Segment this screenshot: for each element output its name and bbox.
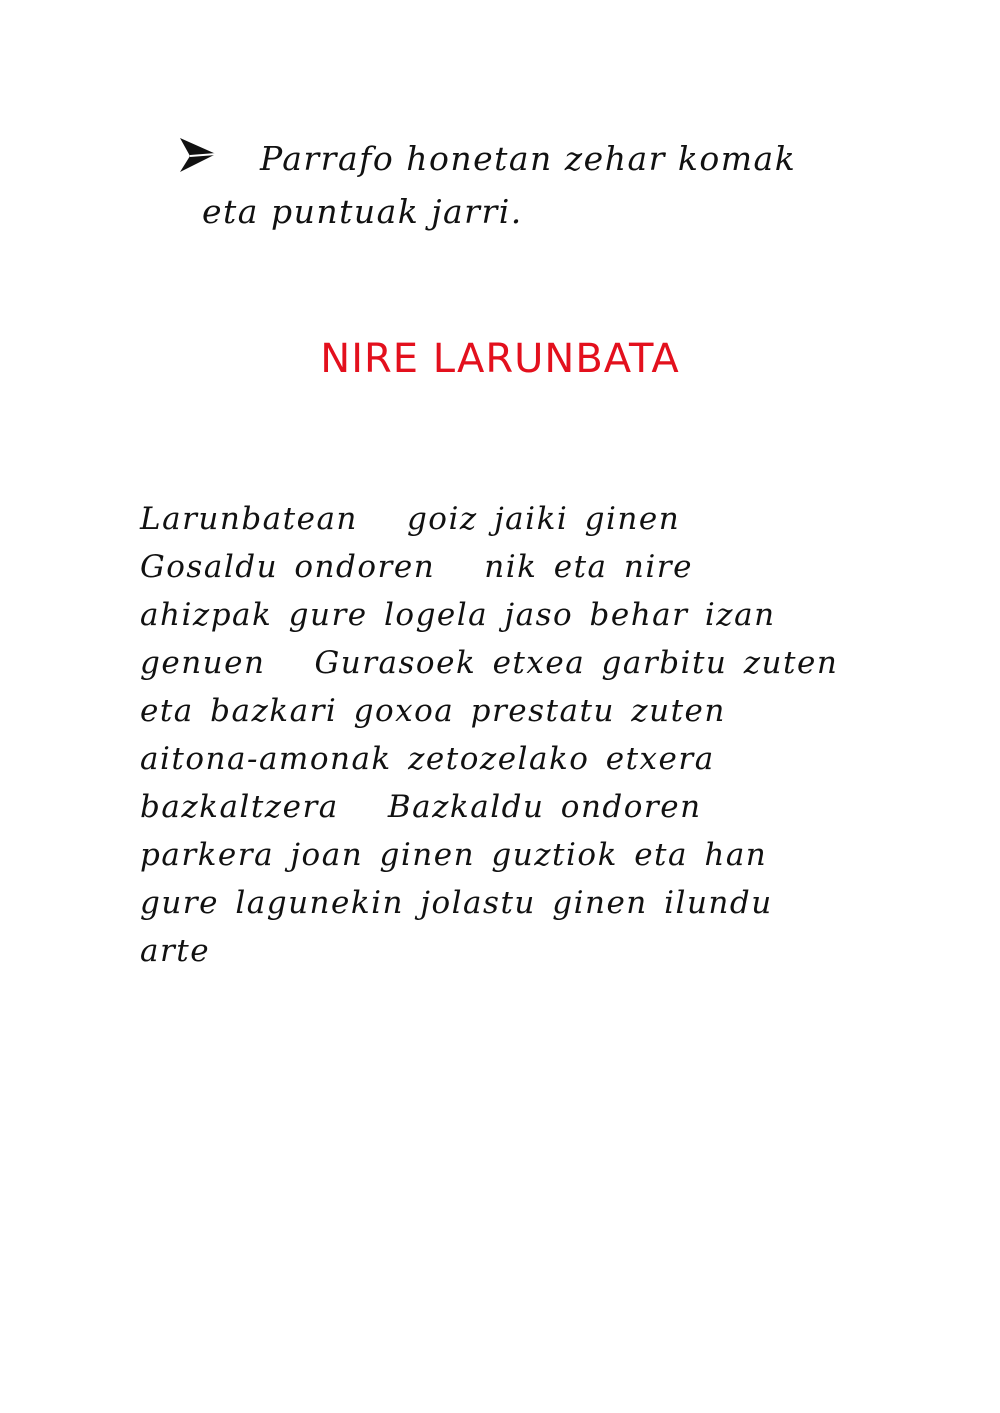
paragraph-line: Larunbatean goiz jaiki ginen: [140, 501, 681, 537]
paragraph-line: ahizpak gure logela jaso behar izan: [140, 597, 776, 633]
paragraph-line: gure lagunekin jolastu ginen ilundu: [140, 885, 773, 921]
page-title: NIRE LARUNBATA: [320, 336, 680, 382]
paragraph-line: eta bazkari goxoa prestatu zuten: [140, 693, 726, 729]
paragraph-line: arte: [140, 933, 211, 969]
paragraph-line: parkera joan ginen guztiok eta han: [140, 837, 768, 873]
paragraph-line: Gosaldu ondoren nik eta nire: [140, 549, 693, 585]
paragraph-line: bazkaltzera Bazkaldu ondoren: [140, 789, 702, 825]
arrowhead-bullet-icon: [178, 134, 218, 174]
paragraph-line: genuen Gurasoek etxea garbitu zuten: [140, 645, 839, 681]
paragraph: [140, 495, 860, 975]
paragraph-line: aitona-amonak zetozelako etxera: [140, 741, 715, 777]
instruction-line-1: Parrafo honetan zehar komak: [260, 139, 797, 178]
instruction-line-2: eta puntuak jarri.: [202, 192, 523, 231]
